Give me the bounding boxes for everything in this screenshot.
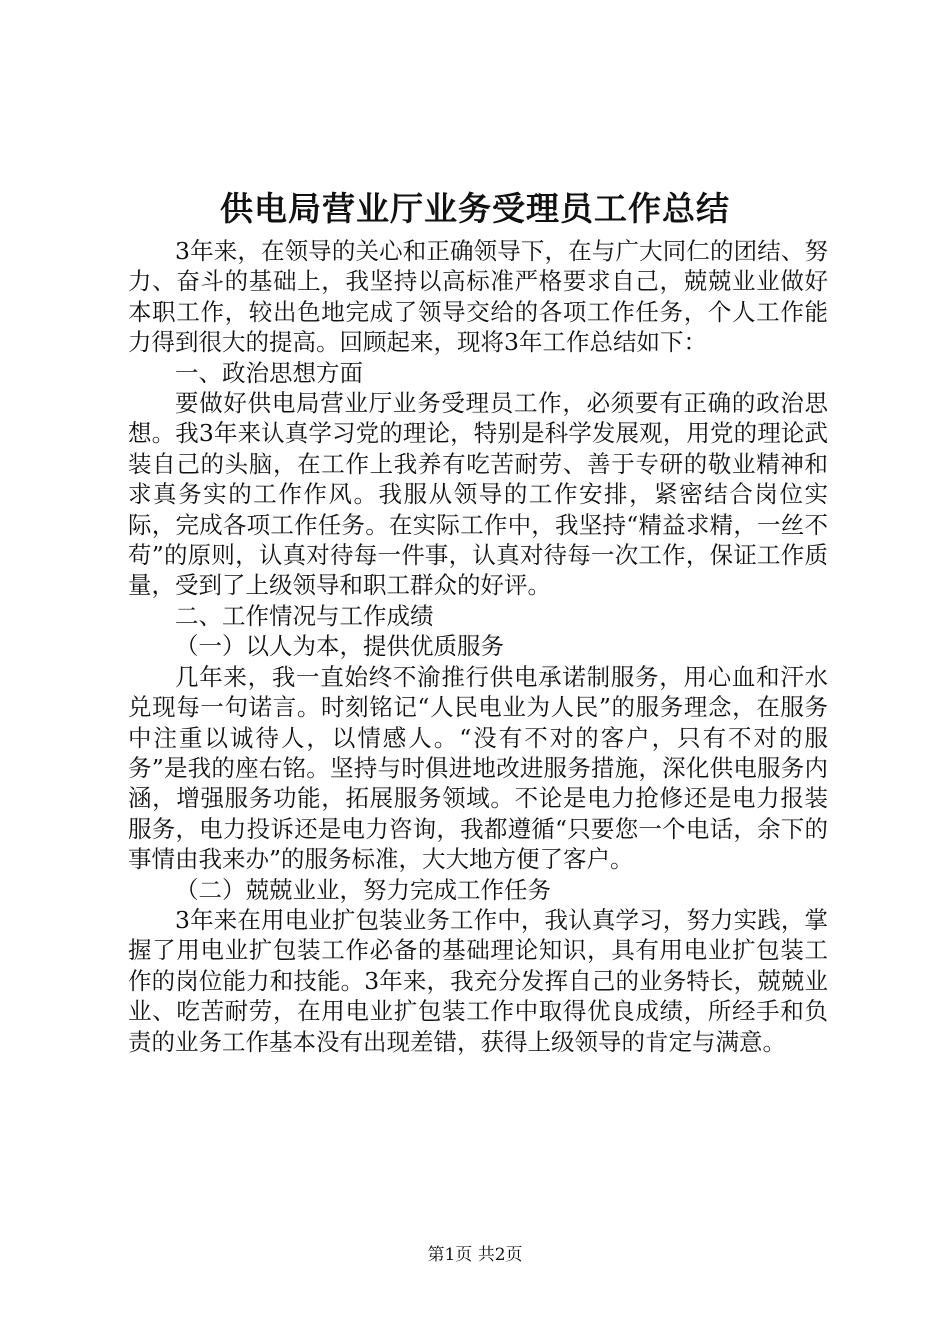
intro-paragraph: 3年来，在领导的关心和正确领导下，在与广大同仁的团结、努力、奋斗的基础上，我坚持以高标准严格要求自己，兢兢业业做好本职工作，较出色地完成了领导交给的各项工作任务，个人工作能力得到很大的提高。回顾起来，现将3年工作总结如下：	[128, 237, 828, 357]
tasks-paragraph: 3年来在用电业扩包装业务工作中，我认真学习，努力实践，掌握了用电业扩包装工作必备的基础理论知识，具有用电业扩包装工作的岗位能力和技能。3年来，我充分发挥自己的业务特长，兢兢业业、吃苦耐劳，在用电业扩包装工作中取得优良成绩，所经手和负责的业务工作基本没有出现差错，获得上级领导的肯定与满意。	[128, 905, 828, 1056]
document-body	[128, 236, 828, 1057]
subsection-heading-service: （一）以人为本，提供优质服务	[175, 632, 504, 661]
page-number-footer: 第1页 共2页	[427, 1245, 523, 1265]
document-title: 供电局营业厅业务受理员工作总结	[220, 189, 730, 228]
politics-paragraph: 要做好供电局营业厅业务受理员工作，必须要有正确的政治思想。我3年来认真学习党的理论，特别是科学发展观，用党的理论武装自己的头脑，在工作上我养有吃苦耐劳、善于专研的敬业精神和求真务实的工作作风。我服从领导的工作安排，紧密结合岗位实际，完成各项工作任务。在实际工作中，我坚持“精益求精，一丝不苟”的原则，认真对待每一件事，认真对待每一次工作，保证工作质量，受到了上级领导和职工群众的好评。	[128, 389, 828, 600]
section-heading-work: 二、工作情况与工作成绩	[175, 601, 434, 630]
subsection-heading-tasks: （二）兢兢业业，努力完成工作任务	[175, 875, 551, 904]
section-heading-politics: 一、政治思想方面	[175, 358, 363, 387]
service-paragraph: 几年来，我一直始终不渝推行供电承诺制服务，用心血和汗水兑现每一句诺言。时刻铭记“人民电业为人民”的服务理念，在服务中注重以诚待人，以情感人。“没有不对的客户，只有不对的服务”是我的座右铭。坚持与时俱进地改进服务措施，深化供电服务内涵，增强服务功能，拓展服务领域。不论是电力抢修还是电力报装服务，电力投诉还是电力咨询，我都遵循“只要您一个电话，余下的事情由我来办”的服务标准，大大地方便了客户。	[128, 662, 828, 874]
